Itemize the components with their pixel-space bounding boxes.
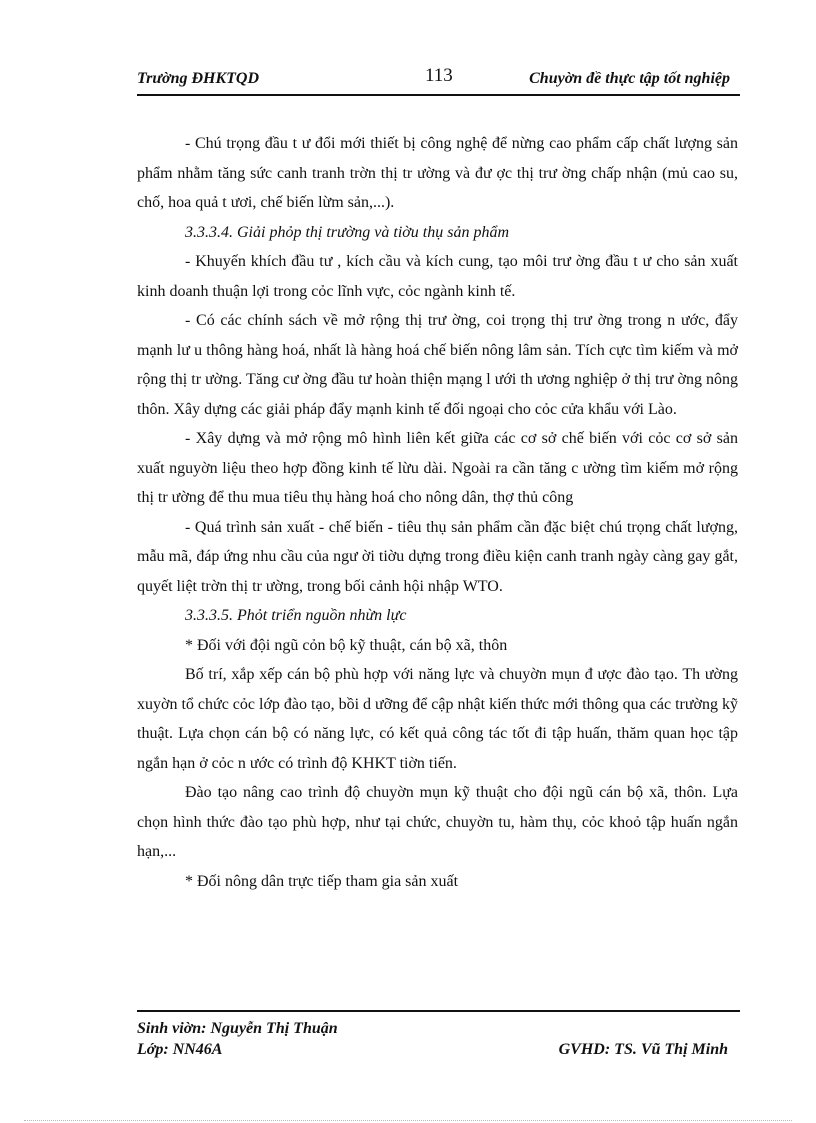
header-school: Trường ĐHKTQD — [137, 70, 260, 87]
paragraph-quality: - Quá trình sản xuất - chế biến - tiêu thụ sản phẩm cần đặc biệt chú trọng chất lượng, mẫu mã, đáp ứng nhu cầu của ngư ời tiờu dựng trong điều kiện canh tranh ngày càng gay gắt, quyết liệt trờn thị tr ường, trong bối cảnh hội nhập WTO. — [137, 518, 738, 595]
paragraph-tech-investment: - Chú trọng đầu t ư đổi mới thiết bị công nghệ để nừng cao phẩm cấp chất lượng sản phẩm nhằm tăng sức canh tranh trờn thị tr ường và đư ợc thị trư ờng chấp nhận (mủ cao su, chố, hoa quả t ươi, chế biến lừm sản,...). — [137, 135, 738, 211]
paragraph-linkage-model: - Xây dựng và mở rộng mô hình liên kết giữa các cơ sở chế biến với cỏc cơ sở sản xuất nguyờn liệu theo hợp đồng kinh tế lừu dài. Ngoài ra cần tăng c ường tìm kiếm mở rộng thị tr ường để thu mua tiêu thụ hàng hoá cho nông dân, thợ thủ công — [137, 430, 738, 506]
paragraph-market-policy: - Có các chính sách về mở rộng thị trư ờng, coi trọng thị trư ờng trong n ước, đẩy mạnh lư u thông hàng hoá, nhất là hàng hoá chế biến nông lâm sản. Tích cực tìm kiếm và mở rộng thị tr ường. Tăng cư ờng đầu tư hoàn thiện mạng l ưới th ương nghiệp ở thị trư ờng nông thôn. Xây dựng các giải pháp đẩy mạnh kinh tế đối ngoại cho cỏc cửa khẩu với Lào. — [137, 312, 738, 418]
paragraph-staff-training: Bố trí, xắp xếp cán bộ phù hợp với năng lực và chuyờn mụn đ ược đào tạo. Th ường xuyờn tổ chức cỏc lớp đào tạo, bồi d ưỡng để cập nhật kiến thức mới thông qua các trường kỹ thuật. Lựa chọn cán bộ có năng lực, có kết quả công tác tốt đi tập huấn, thăm quan học tập ngắn hạn ở cỏc n ước có trình độ KHKT tiờn tiến. — [137, 666, 738, 772]
footer-student: Sinh viờn: Nguyễn Thị Thuận — [137, 1020, 338, 1037]
page-footer — [137, 1010, 740, 1060]
page-header — [137, 62, 740, 96]
footer-class: Lớp: NN46A — [137, 1041, 223, 1058]
paragraph-farmers-heading: * Đối nông dân trực tiếp tham gia sản xuất — [185, 872, 459, 890]
header-report-title: Chuyờn đề thực tập tốt nghiệp — [529, 70, 730, 87]
page-edge-dotted-line — [24, 1120, 792, 1121]
footer-advisor: GVHD: TS. Vũ Thị Minh — [558, 1041, 728, 1058]
page-number: 113 — [425, 65, 453, 86]
section-heading-market: 3.3.3.4. Giải phỏp thị trường và tiờu thụ sản phẩm — [185, 223, 510, 241]
paragraph-advanced-training: Đào tạo nâng cao trình độ chuyờn mụn kỹ thuật cho đội ngũ cán bộ xã, thôn. Lựa chọn hình thức đào tạo phù hợp, như tại chức, chuyờn tu, hàm thụ, cỏc khoỏ tập huấn ngắn hạn,... — [137, 784, 738, 860]
footer-row-student — [137, 1018, 740, 1039]
footer-row-class — [137, 1039, 740, 1060]
body-text — [137, 129, 738, 896]
section-heading-hr: 3.3.3.5. Phỏt triển nguồn nhừn lực — [185, 607, 407, 624]
paragraph-investment-incentives: - Khuyến khích đầu tư , kích cầu và kích cung, tạo môi trư ờng đầu t ư cho sản xuất kinh doanh thuận lợi trong cỏc lĩnh vực, cỏc ngành kinh tế. — [137, 253, 738, 300]
paragraph-staff-heading: * Đối với đội ngũ cỏn bộ kỹ thuật, cán bộ xã, thôn — [185, 636, 508, 654]
